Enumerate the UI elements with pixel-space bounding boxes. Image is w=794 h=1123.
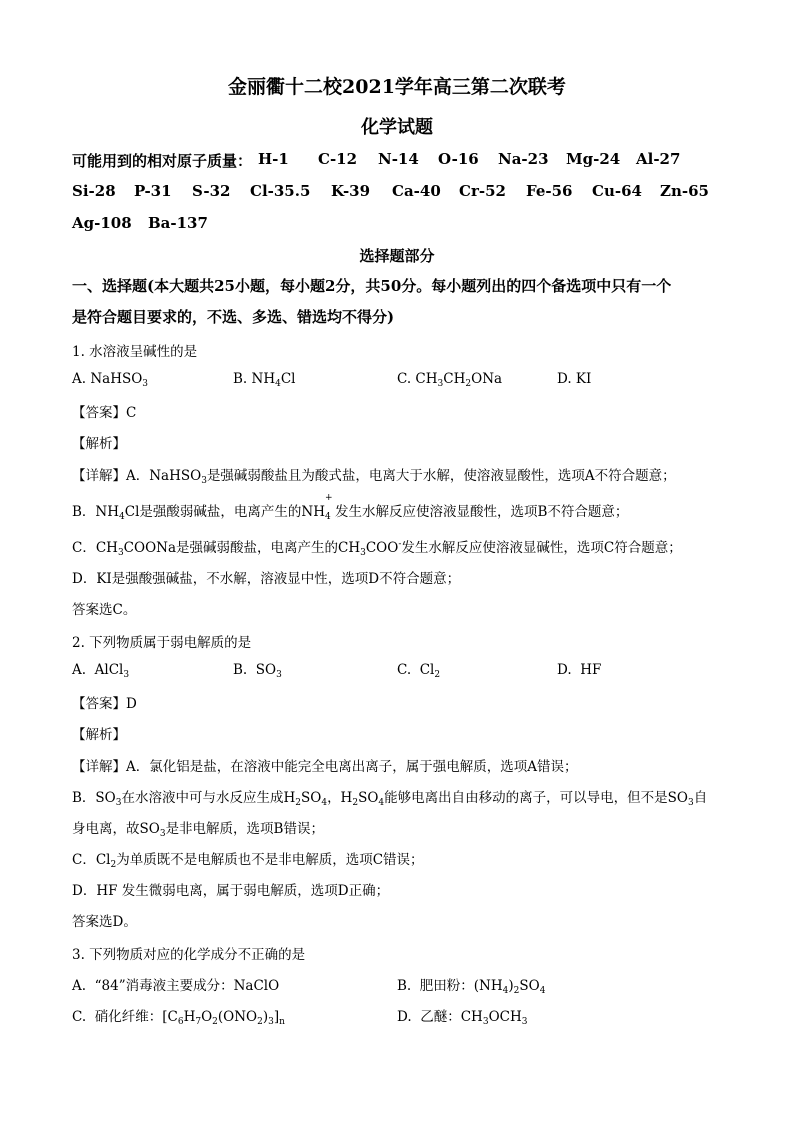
question-1-stem: 1. 水溶液呈碱性的是 <box>72 344 198 360</box>
atomic-mass-item: N-14 <box>378 150 419 168</box>
q3-option-a: A. “84”消毒液主要成分：NaClO <box>72 978 280 994</box>
subject-title: 化学试题 <box>361 117 433 138</box>
q2-option-b: B. $SO_3$ <box>233 662 282 680</box>
q2-option-a: A. AlCl$_3$ <box>72 662 130 680</box>
atomic-mass-item: Fe-56 <box>526 182 573 200</box>
answer-tag: 【答案】 <box>72 405 126 421</box>
section-instructions: 是符合题目要求的，不选、多选、错选均不得分) <box>72 308 395 326</box>
answer-tag: 【答案】 <box>72 696 126 712</box>
q1-detail-c: C．$CH_3COONa$是强碱弱酸盐，电离产生的$CH_3COO^-$发生水解反应使溶液显碱性，选项C符合题意； <box>72 539 682 558</box>
detail-tag: 【详解】 <box>72 468 126 484</box>
q1-option-a: A. NaHSO$_3$ <box>72 371 149 389</box>
exam-title: 金丽衢十二校2021学年高三第二次联考 <box>228 76 566 98</box>
q2-detail-a: 【详解】A．氯化铝是盐，在溶液中能完全电离出离子，属于强电解质，选项A错误； <box>72 759 578 775</box>
question-3-stem: 3. 下列物质对应的化学成分不正确的是 <box>72 947 306 963</box>
q1-detail-b: B．$NH_4Cl$是强酸弱碱盐，电离产生的NH + $_4$ 发生水解反应使溶液显酸性，选项B不符合题意； <box>72 493 629 522</box>
atomic-mass-item: K-39 <box>331 182 371 200</box>
atomic-mass-item: P-31 <box>134 182 172 200</box>
section-title: 选择题部分 <box>359 247 435 265</box>
q1-answer <box>72 401 136 421</box>
q1-analysis-tag: 【解析】 <box>72 436 126 452</box>
q1-option-c: C. $CH_3CH_2ONa$ <box>397 371 503 389</box>
q2-detail-b-1: B．$SO_3$在水溶液中可与水反应生成$H_2SO_4$，$H_2SO_4$能够电离出自由移动的离子，可以导电，但不是$SO_3$自 <box>72 790 708 808</box>
atomic-mass-item: Ag-108 <box>72 214 132 232</box>
q1-detail-d: D．KI是强酸强碱盐，不水解，溶液显中性，选项D不符合题意； <box>72 571 461 587</box>
atomic-mass-item: Na-23 <box>498 150 549 168</box>
detail-tag: 【详解】 <box>72 759 126 775</box>
q2-detail-d: D．HF 发生微弱电离，属于弱电解质，选项D正确； <box>72 883 390 899</box>
q1-detail-a: 【详解】A．NaHSO$_3$是强碱弱酸盐且为酸式盐，电离大于水解，使溶液显酸性，选项A不符合题意； <box>72 468 676 486</box>
q1-conclusion: 答案选C。 <box>72 602 137 618</box>
q2-analysis-tag: 【解析】 <box>72 727 126 743</box>
atomic-mass-item: Si-28 <box>72 182 116 200</box>
atomic-mass-item: Cl-35.5 <box>250 182 311 200</box>
atomic-mass-label: 可能用到的相对原子质量： <box>72 152 253 170</box>
q1-option-b: B. $NH_4Cl$ <box>233 371 296 389</box>
atomic-mass-item: S-32 <box>192 182 231 200</box>
atomic-mass-item: O-16 <box>438 150 479 168</box>
q2-detail-b-2: 身电离，故$SO_3$是非电解质，选项B错误； <box>72 821 324 839</box>
q2-detail-c: C．$Cl_2$为单质既不是电解质也不是非电解质，选项C错误； <box>72 852 424 870</box>
atomic-mass-item: H-1 <box>258 150 289 168</box>
q3-option-c: C. 硝化纤维：$[C_6H_7O_2(ONO_2)_3]_n$ <box>72 1009 285 1027</box>
q2-conclusion: 答案选D。 <box>72 914 137 930</box>
atomic-mass-item: Cr-52 <box>459 182 506 200</box>
q1-option-d: D. KI <box>557 371 592 387</box>
atomic-mass-item: Mg-24 <box>566 150 621 168</box>
answer-value: C <box>126 405 137 421</box>
section-instructions: 一、选择题(本大题共25小题，每小题2分，共50分。每小题列出的四个备选项中只有一个 <box>72 277 672 295</box>
atomic-mass-item: Ba-137 <box>148 214 208 232</box>
q2-option-c: C. $Cl_2$ <box>397 662 441 680</box>
q2-answer <box>72 692 137 712</box>
q3-option-d: D. 乙醚：$CH_3OCH_3$ <box>397 1009 528 1027</box>
atomic-mass-item: Ca-40 <box>392 182 441 200</box>
atomic-mass-item: Cu-64 <box>592 182 642 200</box>
atomic-mass-item: Zn-65 <box>660 182 709 200</box>
answer-value: D <box>126 696 137 712</box>
question-2-stem: 2. 下列物质属于弱电解质的是 <box>72 635 252 651</box>
q2-option-d: D. HF <box>557 662 602 678</box>
q3-option-b: B. 肥田粉：$(NH_4)_2SO_4$ <box>397 978 546 996</box>
atomic-mass-item: Al-27 <box>636 150 681 168</box>
atomic-mass-item: C-12 <box>318 150 358 168</box>
